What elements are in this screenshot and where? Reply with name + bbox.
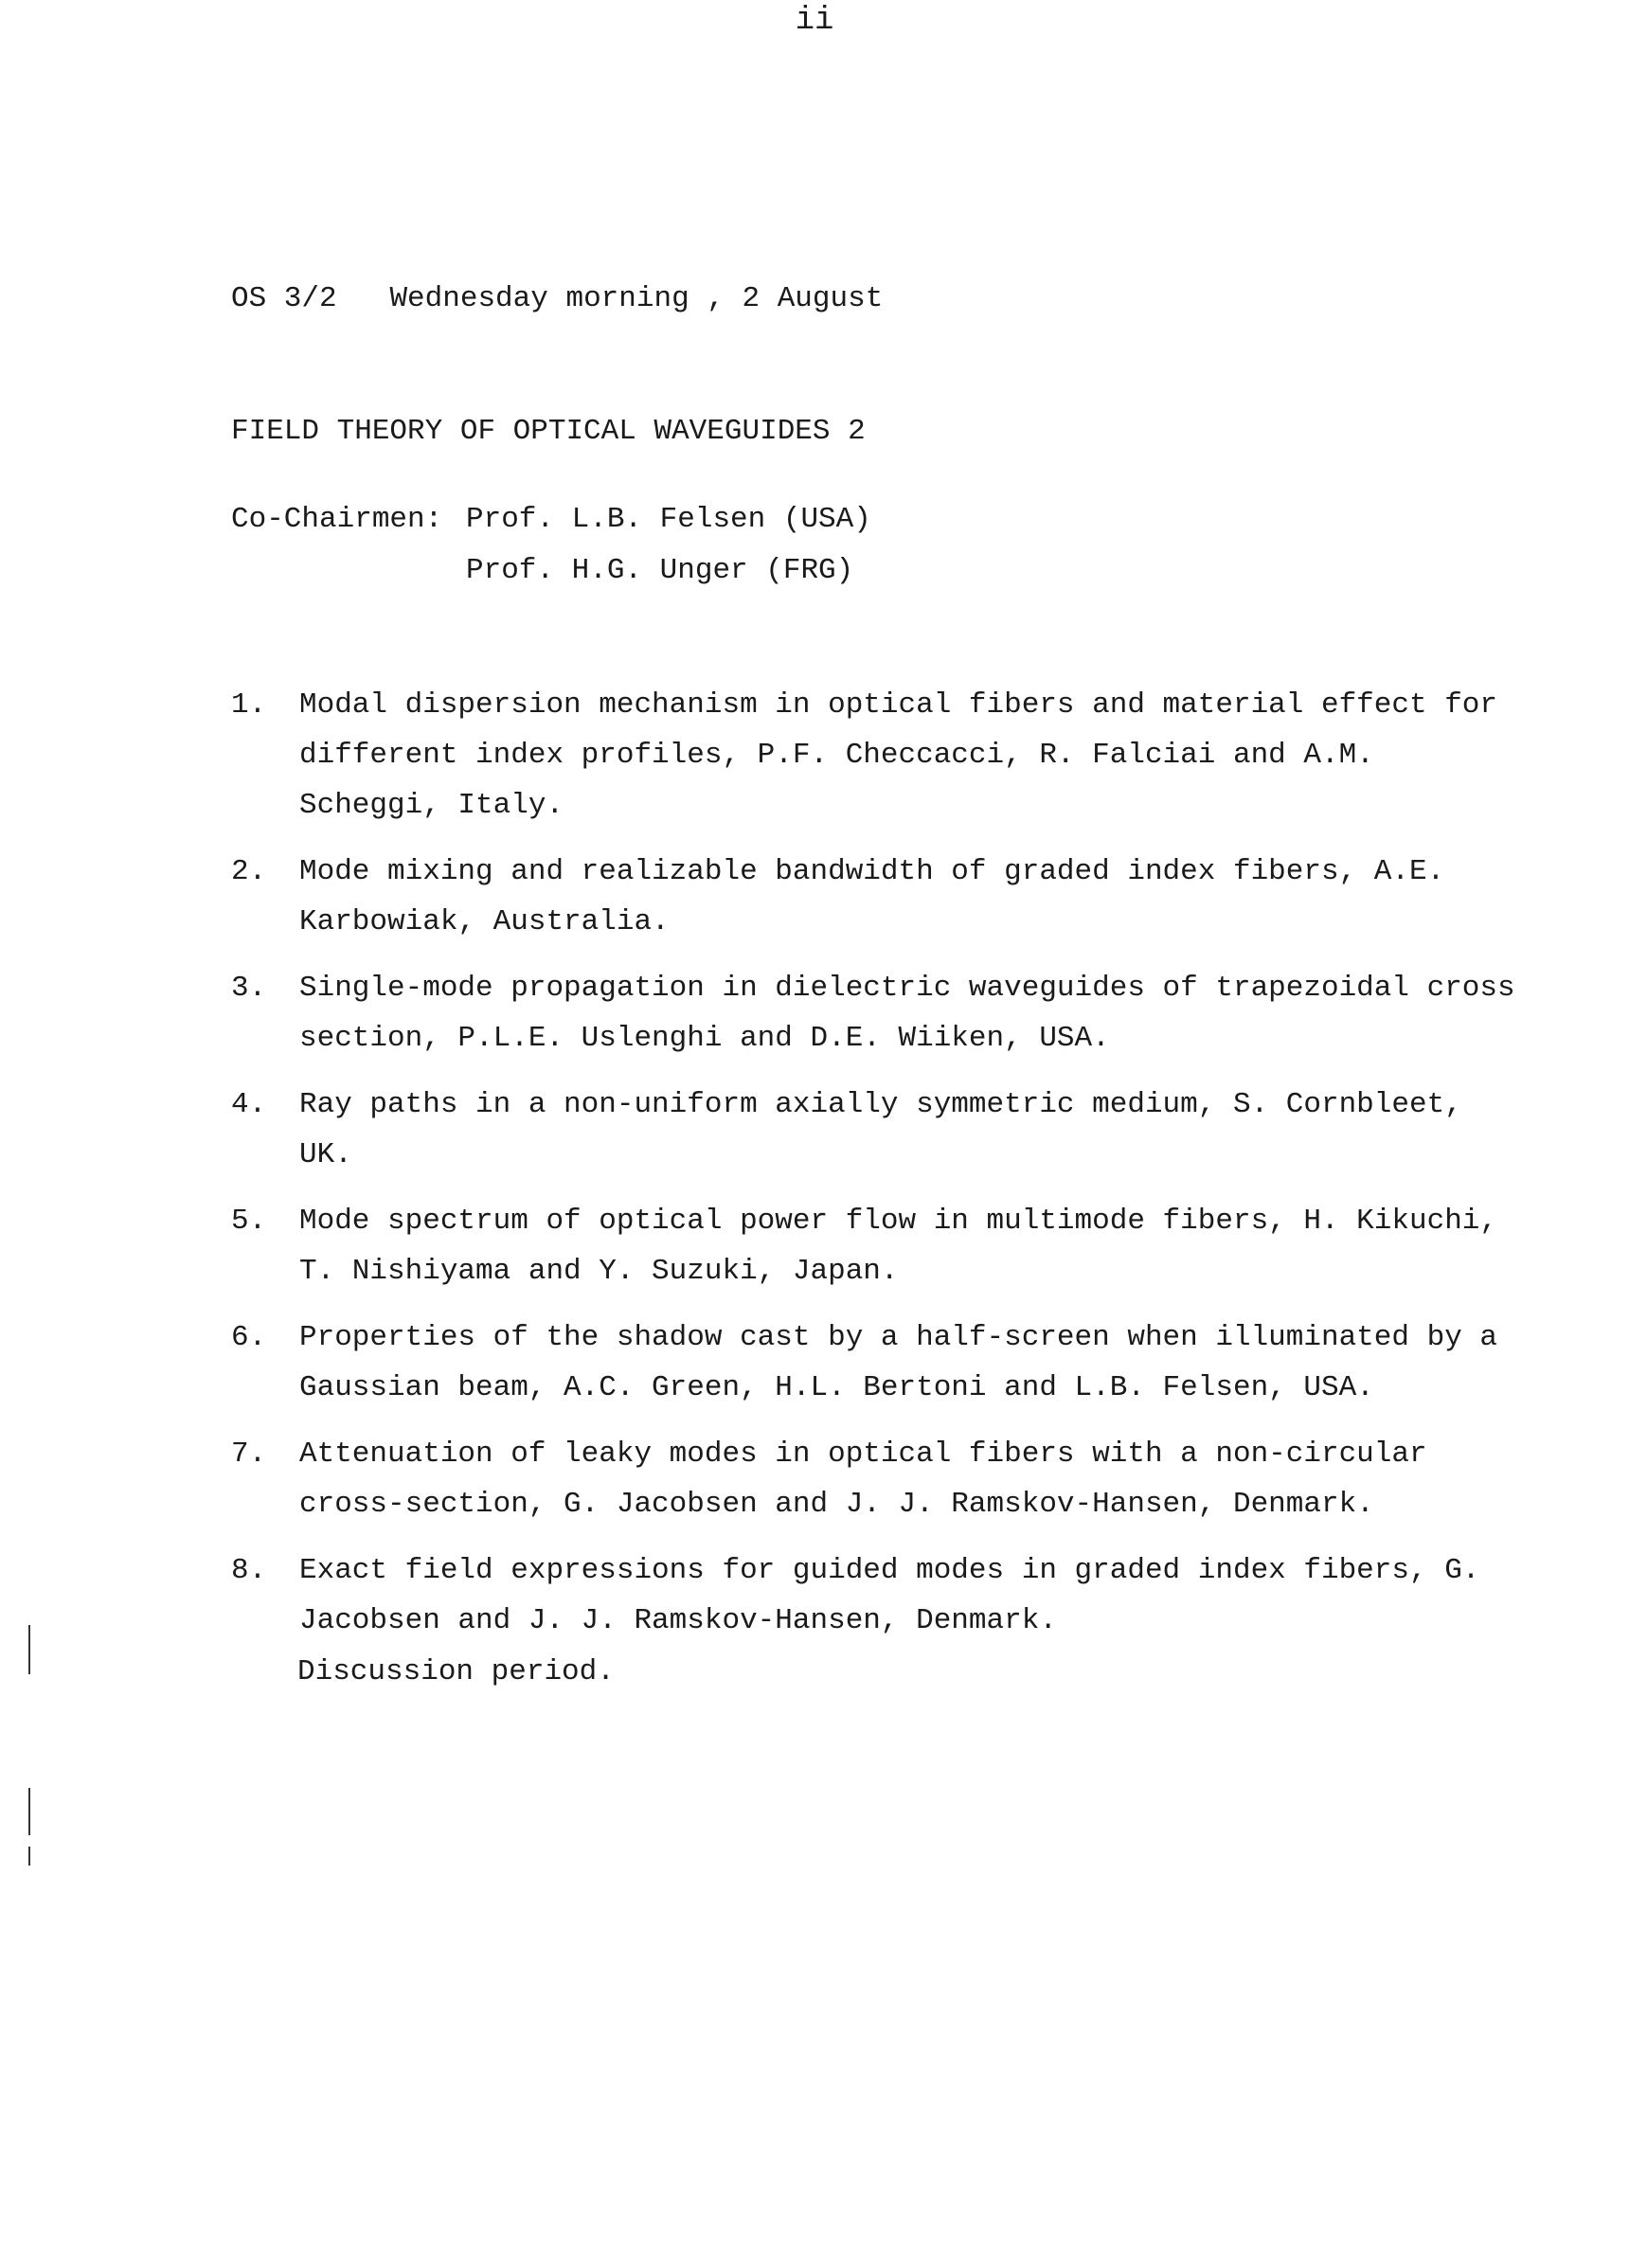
paper-item (231, 1429, 1519, 1529)
paper-number: 8. (231, 1554, 267, 1587)
paper-number: 2. (231, 855, 267, 888)
margin-mark (28, 1788, 30, 1835)
paper-text: Single-mode propagation in dielectric waveguides of trapezoidal cross section, P.L.E. Uslenghi and D.E. Wiiken, USA. (299, 972, 1515, 1055)
paper-text: Exact field expressions for guided modes in graded index fibers, G. Jacobsen and J. J. Ramskov-Hansen, Denmark. (299, 1554, 1480, 1637)
chairman-name: Prof. H.G. Unger (FRG) (466, 554, 854, 587)
paper-number: 1. (231, 688, 267, 722)
paper-text: Attenuation of leaky modes in optical fibers with a non-circular cross-section, G. Jacobsen and J. J. Ramskov-Hansen, Denmark. (299, 1438, 1427, 1521)
paper-number: 6. (231, 1321, 267, 1354)
session-time: Wednesday morning , 2 August (389, 282, 884, 315)
paper-item (231, 963, 1519, 1063)
paper-item (231, 680, 1519, 830)
paper-text: Mode mixing and realizable bandwidth of graded index fibers, A.E. Karbowiak, Australia. (299, 855, 1445, 938)
co-chairmen-label: Co-Chairmen: (231, 503, 443, 536)
session-header (231, 278, 883, 320)
paper-number: 5. (231, 1205, 267, 1238)
paper-item (231, 1313, 1519, 1413)
session-code: OS 3/2 (231, 282, 337, 315)
margin-mark (28, 1625, 30, 1674)
paper-list (231, 680, 1519, 1662)
paper-text: Modal dispersion mechanism in optical fibers and material effect for different index profiles, P.F. Checcacci, R. Falciai and A.M. Scheggi, Italy. (299, 688, 1498, 822)
paper-text: Mode spectrum of optical power flow in multimode fibers, H. Kikuchi, T. Nishiyama and Y. Suzuki, Japan. (299, 1205, 1498, 1288)
paper-number: 4. (231, 1088, 267, 1121)
paper-item (231, 1080, 1519, 1180)
paper-number: 3. (231, 972, 267, 1005)
page-number: ii (795, 3, 834, 39)
session-title: FIELD THEORY OF OPTICAL WAVEGUIDES 2 (231, 415, 866, 448)
paper-item (231, 1196, 1519, 1296)
chairman-name: Prof. L.B. Felsen (USA) (466, 503, 871, 536)
paper-text: Properties of the shadow cast by a half-screen when illuminated by a Gaussian beam, A.C. Green, H.L. Bertoni and L.B. Felsen, USA. (299, 1321, 1498, 1404)
margin-mark (28, 1847, 30, 1866)
paper-number: 7. (231, 1438, 267, 1471)
paper-item (231, 1545, 1519, 1646)
discussion-period: Discussion period. (297, 1655, 615, 1688)
paper-item (231, 847, 1519, 947)
paper-text: Ray paths in a non-uniform axially symmetric medium, S. Cornbleet, UK. (299, 1088, 1462, 1171)
